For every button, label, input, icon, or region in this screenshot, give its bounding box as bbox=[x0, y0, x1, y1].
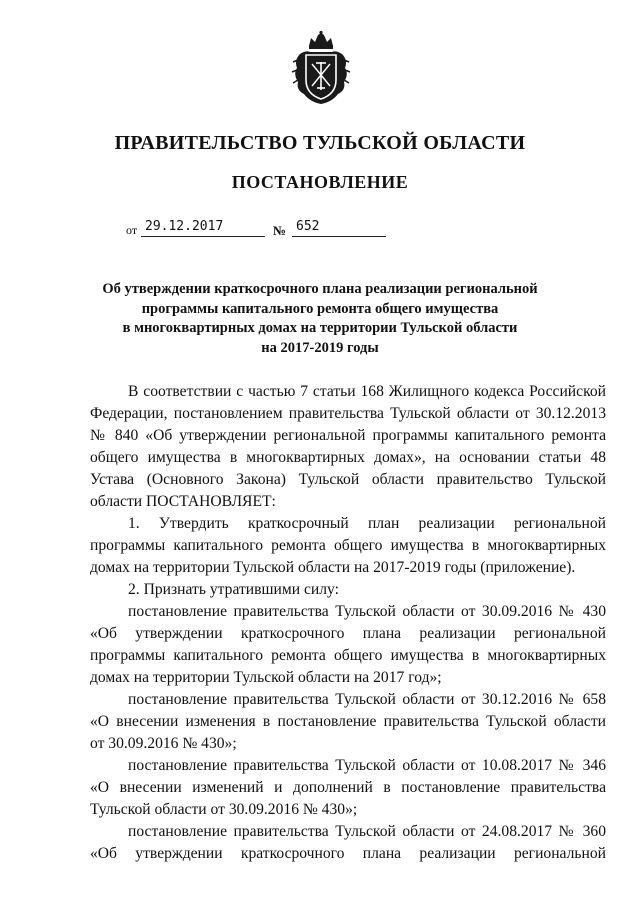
text-line: «О внесении изменений и дополнений в постановление правительства bbox=[90, 779, 606, 796]
number-label: № bbox=[273, 223, 287, 238]
text-line: Тульской области от 30.09.2016 № 430»; bbox=[90, 801, 358, 818]
paragraph-repeal-4 bbox=[90, 821, 606, 865]
date-value: 29.12.2017 bbox=[141, 219, 265, 237]
paragraph-repeal-1 bbox=[90, 601, 606, 689]
text-line: «О внесении изменения в постановление правительства Тульской области bbox=[90, 713, 606, 730]
number-value: 652 bbox=[292, 219, 386, 237]
text-line: общего имущества в многоквартирных домах», на основании статьи 48 bbox=[90, 449, 606, 466]
document-meta bbox=[0, 219, 640, 241]
government-title: ПРАВИТЕЛЬСТВО ТУЛЬСКОЙ ОБЛАСТИ bbox=[114, 132, 526, 154]
tula-coat-of-arms-icon bbox=[290, 30, 352, 106]
text-line: «Об утверждении краткосрочного плана реализации региональной bbox=[90, 625, 606, 642]
paragraph-repeal-3 bbox=[90, 755, 606, 821]
text-line: домах на территории Тульской области на 2017-2019 годы (приложение). bbox=[90, 559, 576, 576]
text-line: 1. Утвердить краткосрочный план реализации региональной bbox=[128, 515, 606, 532]
subject-line: Об утверждении краткосрочного плана реализации региональной bbox=[102, 281, 538, 297]
document-subject bbox=[90, 280, 550, 358]
paragraph-preamble bbox=[90, 381, 606, 513]
text-line: 2. Признать утратившими силу: bbox=[128, 581, 339, 598]
subject-line: в многоквартирных домах на территории Тульской области bbox=[122, 320, 518, 336]
text-line: программы капитального ремонта общего имущества в многоквартирных bbox=[90, 537, 606, 554]
paragraph-repeal-2 bbox=[90, 689, 606, 755]
text-line: № 840 «Об утверждении региональной программы капитального ремонта bbox=[90, 427, 606, 444]
text-line: постановление правительства Тульской области от 10.08.2017 № 346 bbox=[128, 757, 606, 774]
document-body bbox=[90, 381, 606, 865]
text-line: «Об утверждении краткосрочного плана реализации региональной bbox=[90, 845, 606, 862]
text-line: Федерации, постановлением правительства Тульской области от 30.12.2013 bbox=[90, 405, 606, 422]
text-line: постановление правительства Тульской области от 24.08.2017 № 360 bbox=[128, 823, 606, 840]
paragraph-item-2 bbox=[90, 579, 606, 601]
text-line: В соответствии с частью 7 статьи 168 Жилищного кодекса Российской bbox=[128, 383, 606, 400]
text-line: домах на территории Тульской области на 2017 год»; bbox=[90, 669, 442, 686]
document-type: ПОСТАНОВЛЕНИЕ bbox=[231, 172, 409, 192]
text-line: постановление правительства Тульской области от 30.09.2016 № 430 bbox=[128, 603, 606, 620]
text-line: области ПОСТАНОВЛЯЕТ: bbox=[90, 493, 276, 510]
date-label: от bbox=[126, 223, 138, 237]
text-line: Устава (Основного Закона) Тульской области правительство Тульской bbox=[90, 471, 606, 488]
paragraph-item-1 bbox=[90, 513, 606, 579]
text-line: программы капитального ремонта общего имущества в многоквартирных bbox=[90, 647, 606, 664]
text-line: от 30.09.2016 № 430»; bbox=[90, 735, 237, 752]
subject-line: программы капитального ремонта общего имущества bbox=[141, 300, 499, 317]
subject-line: на 2017-2019 годы bbox=[261, 339, 379, 356]
text-line: постановление правительства Тульской области от 30.12.2016 № 658 bbox=[128, 691, 606, 708]
